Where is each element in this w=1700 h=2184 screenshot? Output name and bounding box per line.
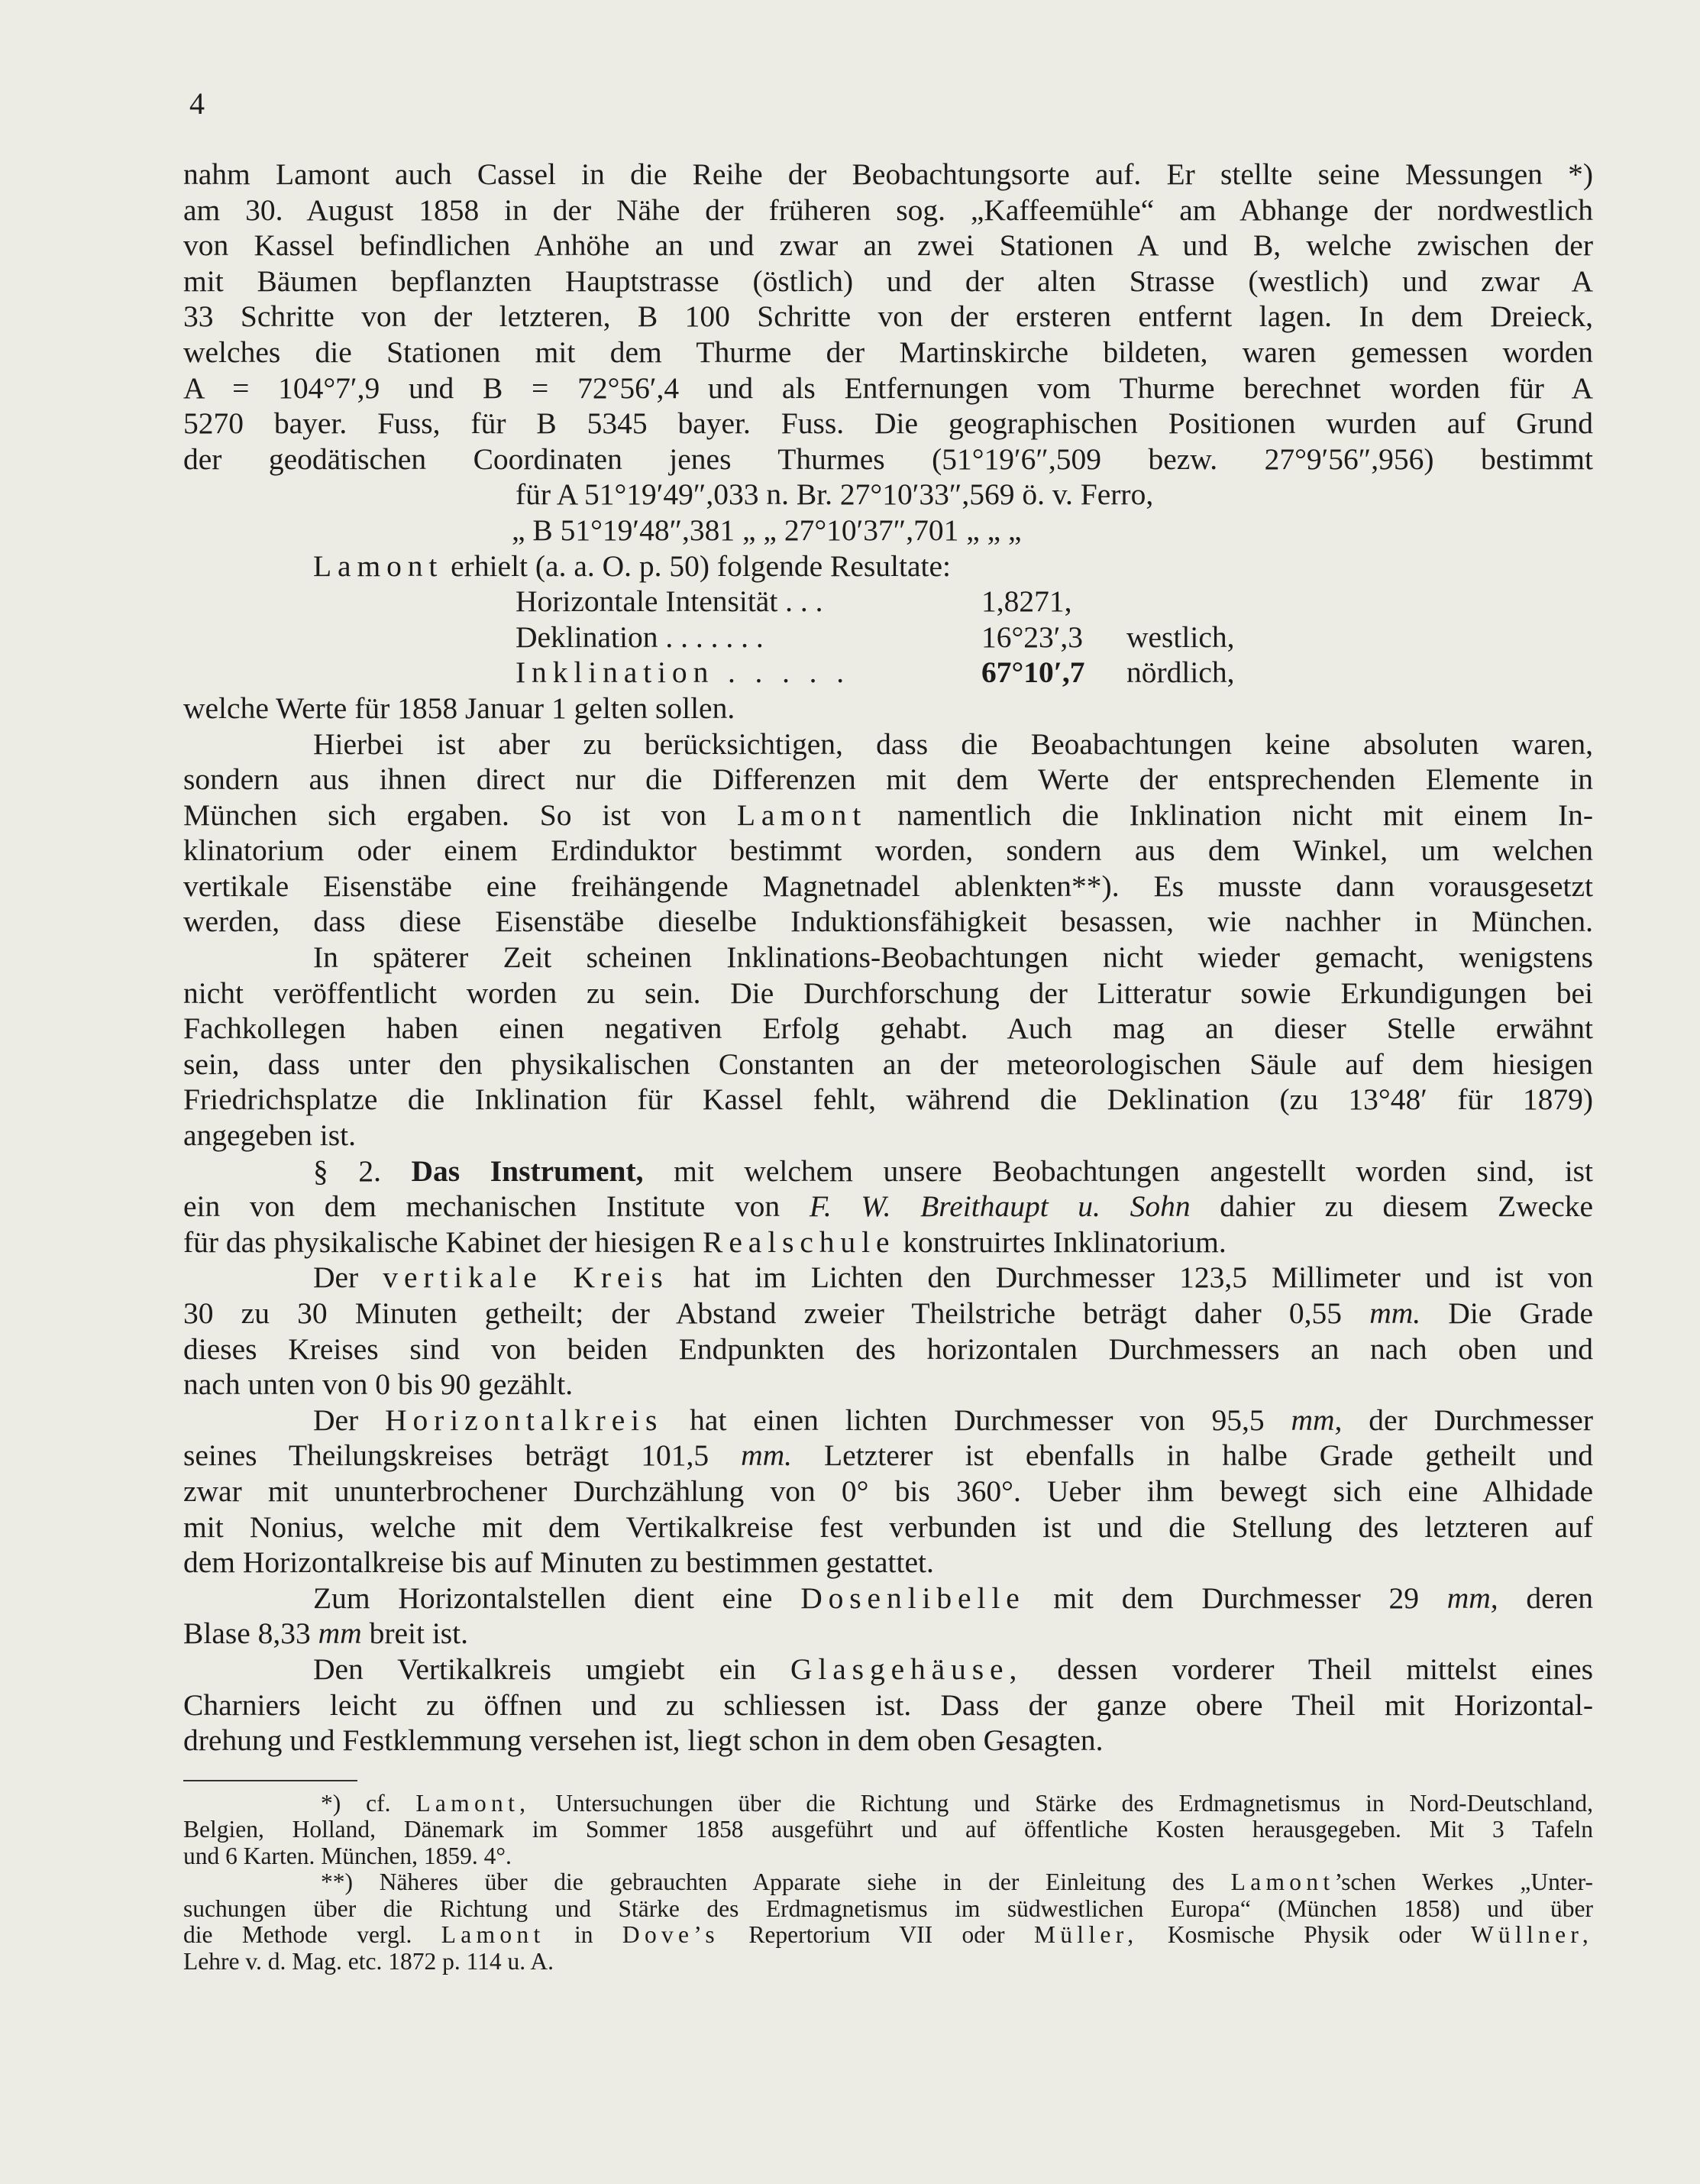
main-text: [183, 157, 1593, 1975]
footnote-2: [183, 1869, 1593, 1975]
paragraph-hierbei: [183, 726, 1593, 940]
text-segment: namentlich die Inklination nicht mit einem In-: [897, 798, 1594, 832]
unit-mm: mm,: [1446, 1581, 1498, 1615]
unit-mm: mm.: [1369, 1296, 1421, 1330]
results-intro: [183, 548, 1593, 584]
result-unit: westlich,: [1126, 620, 1235, 654]
footnote-line: [183, 1922, 1593, 1949]
paragraph-libelle: [183, 1581, 1593, 1652]
text-segment: Die Grade: [1448, 1296, 1593, 1330]
text-segment: Repertorium VII oder: [748, 1921, 1005, 1949]
text-segment: **) Näheres über die gebrauchten Apparate siehe in der Einleitung des: [321, 1869, 1204, 1896]
text-segment: ein von dem mechanischen Institute von: [183, 1189, 781, 1224]
text-line: mit Bäumen bepflanzten Hauptstrasse (östlich) und der alten Strasse (westlich) und zwar A: [183, 264, 1593, 298]
section-mark: § 2.: [313, 1153, 381, 1188]
text-segment: Den Vertikalkreis umgiebt ein: [313, 1652, 756, 1686]
school-name: Realschule: [703, 1225, 896, 1259]
section-2: [183, 1153, 1593, 1260]
text-segment: deren: [1526, 1581, 1594, 1615]
text-line: [183, 1616, 1593, 1652]
result-unit: nördlich,: [1126, 655, 1235, 690]
result-label: Deklination . . . . . . .: [515, 620, 764, 654]
term: Dosenlibelle: [800, 1581, 1026, 1615]
page-number: 4: [189, 86, 205, 121]
text-line: Hierbei ist aber zu berücksichtigen, dass die Beoabachtungen keine absoluten waren,: [313, 726, 1593, 761]
text-line: welches die Stationen mit dem Thurme der Martinskirche bildeten, waren gemessen worden: [183, 335, 1593, 369]
text-segment: ’schen Werkes „Unter-: [1334, 1869, 1593, 1896]
text-segment: 30 zu 30 Minuten getheilt; der Abstand zweier Theilstriche beträgt daher 0,55: [183, 1296, 1343, 1330]
author-name: Wüllner,: [1470, 1921, 1594, 1949]
results-row: [183, 584, 1593, 620]
text-segment: München sich ergaben. So ist von: [183, 798, 706, 832]
text-line: [183, 1438, 1593, 1474]
text-line: nicht veröffentlicht worden zu sein. Die Durchforschung der Litteratur sowie Erkundigungen bei: [183, 976, 1593, 1010]
text-line: zwar mit ununterbrochener Durchzählung von 0° bis 360°. Ueber ihm bewegt sich eine Alhidade: [183, 1474, 1593, 1508]
text-line: [183, 1581, 1593, 1616]
footnote-line: und 6 Karten. München, 1859. 4°.: [183, 1842, 512, 1869]
section-heading: Das Instrument,: [411, 1153, 644, 1188]
text-line: [183, 1189, 1593, 1225]
text-line: sein, dass unter den physikalischen Constanten an der meteorologischen Säule auf dem hiesigen: [183, 1047, 1593, 1081]
paragraph-horizontal: [183, 1403, 1593, 1581]
text-line: In späterer Zeit scheinen Inklinations-Beobachtungen nicht wieder gemacht, wenigstens: [313, 940, 1593, 975]
footnote-separator: [183, 1780, 357, 1781]
author-name: Lamont: [313, 548, 444, 583]
text-segment: Der: [313, 1403, 359, 1437]
text-line: nahm Lamont auch Cassel in die Reihe der Beobachtungsorte auf. Er stellte seine Messungen *): [183, 157, 1593, 191]
result-value: 67°10′,7: [981, 655, 1085, 690]
paragraph-spaeter: [183, 940, 1593, 1153]
text-segment: hat einen lichten Durchmesser von 95,5: [690, 1403, 1265, 1437]
text-line: dieses Kreises sind von beiden Endpunkten des horizontalen Durchmessers an nach oben und: [183, 1331, 1593, 1366]
text-line: mit Nonius, welche mit dem Vertikalkreise fest verbunden ist und die Stellung des letzteren auf: [183, 1509, 1593, 1544]
text-line: Fachkollegen haben einen negativen Erfolg gehabt. Auch mag an dieser Stelle erwähnt: [183, 1011, 1593, 1046]
result-value: 1,8271,: [981, 584, 1072, 619]
firm-name: F. W. Breithaupt u. Sohn: [809, 1189, 1191, 1224]
author-name: Müller,: [1033, 1921, 1139, 1949]
text-line: am 30. August 1858 in der Nähe der früheren sog. „Kaffeemühle“ am Abhange der nordwestlich: [183, 193, 1593, 227]
text-segment: mit dem Durchmesser 29: [1053, 1581, 1419, 1615]
footnote-line: [183, 1791, 1593, 1817]
term: Glasgehäuse,: [790, 1652, 1023, 1686]
text-line: 5270 bayer. Fuss, für B 5345 bayer. Fuss. Die geographischen Positionen wurden auf Grund: [183, 406, 1593, 441]
text-segment: in: [574, 1921, 593, 1949]
results-row: [183, 655, 1593, 691]
text-segment: dessen vorderer Theil mittelst eines: [1057, 1652, 1593, 1686]
author-name: Lamont: [1230, 1869, 1335, 1896]
text-segment: Zum Horizontalstellen dient eine: [313, 1581, 773, 1615]
text-segment: Blase 8,33: [183, 1616, 311, 1651]
text-line: [183, 1260, 1593, 1296]
position-line-b: „ B 51°19′48″,381 „ „ 27°10′37″,701 „ „ „: [512, 513, 1022, 547]
text-line: von Kassel befindlichen Anhöhe an und zwar an zwei Stationen A und B, welche zwischen der: [183, 228, 1593, 263]
author-name: Lamont: [736, 798, 868, 832]
footnote-1: [183, 1791, 1593, 1870]
text-segment: Kosmische Physik oder: [1167, 1921, 1442, 1949]
text-line: Friedrichsplatze die Inklination für Kassel fehlt, während die Deklination (zu 13°48′ für 1879): [183, 1082, 1593, 1117]
text-line: werden, dass diese Eisenstäbe dieselbe Induktionsfähigkeit besassen, wie nachher in München.: [183, 904, 1593, 939]
text-line: vertikale Eisenstäbe eine freihängende Magnetnadel ablenkten**). Es musste dann vorausgesetzt: [183, 869, 1593, 903]
text-line: A = 104°7′,9 und B = 72°56′,4 und als Entfernungen vom Thurme berechnet worden für A: [183, 370, 1593, 405]
text-line: [183, 798, 1593, 833]
results-row: [183, 620, 1593, 655]
text-line: Charniers leicht zu öffnen und zu schliessen ist. Dass der ganze obere Theil mit Horizontal-: [183, 1687, 1593, 1722]
text-line: drehung und Festklemmung versehen ist, liegt schon in dem oben Gesagten.: [183, 1723, 1104, 1758]
text-segment: seines Theilungskreises beträgt 101,5: [183, 1438, 709, 1473]
text-line: dem Horizontalkreise bis auf Minuten zu bestimmen gestattet.: [183, 1545, 934, 1580]
unit-mm: mm.: [741, 1438, 793, 1473]
result-value: 16°23′,3: [981, 620, 1084, 654]
footnote-line: [183, 1869, 1593, 1896]
text-segment: hat im Lichten den Durchmesser 123,5 Millimeter und ist von: [693, 1260, 1594, 1295]
text-segment: für das physikalische Kabinet der hiesigen: [183, 1225, 696, 1259]
footnote-mark: *) cf.: [321, 1789, 391, 1817]
results-outro: welche Werte für 1858 Januar 1 gelten sollen.: [183, 691, 735, 725]
unit-mm: mm,: [1291, 1403, 1343, 1437]
text-segment: Letzterer ist ebenfalls in halbe Grade getheilt und: [824, 1438, 1594, 1473]
text-line: [183, 1652, 1593, 1687]
paragraph-lamont-1858: [183, 157, 1593, 477]
text-segment: breit ist.: [369, 1616, 469, 1651]
text-segment: dahier zu diesem Zwecke: [1220, 1189, 1594, 1224]
footnotes: [183, 1791, 1593, 1975]
term: vertikale Kreis: [383, 1260, 669, 1295]
text-line: nach unten von 0 bis 90 gezählt.: [183, 1367, 574, 1402]
paragraph-glas: [183, 1652, 1593, 1759]
unit-mm: mm: [318, 1616, 362, 1651]
text-segment: konstruirtes Inklinatorium.: [903, 1225, 1227, 1259]
paragraph-vertikal: [183, 1260, 1593, 1402]
text-line: klinatorium oder einem Erdinduktor bestimmt worden, sondern aus dem Winkel, um welchen: [183, 833, 1593, 868]
text-segment: die Methode vergl.: [183, 1921, 412, 1949]
author-name: Lamont: [441, 1921, 545, 1949]
text-line: [183, 1403, 1593, 1438]
text-line: der geodätischen Coordinaten jenes Thurmes (51°19′6″,509 bezw. 27°9′56″,956) bestimmt: [183, 442, 1593, 476]
results-intro-rest: erhielt (a. a. O. p. 50) folgende Resultate:: [451, 548, 951, 583]
text-segment: mit welchem unsere Beobachtungen angestellt worden sind, ist: [674, 1153, 1594, 1188]
text-segment: Der: [313, 1260, 359, 1295]
text-segment: Untersuchungen über die Richtung und Stärke des Erdmagnetismus in Nord-Deutschland,: [555, 1789, 1594, 1817]
text-segment: der Durchmesser: [1369, 1403, 1593, 1437]
text-line: [183, 1296, 1593, 1331]
footnote-line: Belgien, Holland, Dänemark im Sommer 1858 ausgeführt und auf öffentliche Kosten herausgegeben. Mit 3 Tafeln: [183, 1816, 1593, 1843]
footnote-line: Lehre v. d. Mag. etc. 1872 p. 114 u. A.: [183, 1947, 554, 1975]
text-line: 33 Schritte von der letzteren, B 100 Schritte von der ersteren entfernt lagen. In dem Dreieck,: [183, 299, 1593, 334]
position-line-a: für A 51°19′49″,033 n. Br. 27°10′33″,569 ö. v. Ferro,: [515, 477, 1154, 512]
term: Horizontalkreis: [385, 1403, 664, 1437]
author-name: Dove’s: [622, 1921, 719, 1949]
results-table: [183, 584, 1593, 691]
text-line: [183, 1225, 1593, 1260]
text-line: angegeben ist.: [183, 1118, 356, 1153]
result-label: Inklination . . . . .: [515, 655, 850, 690]
section-heading-line: [183, 1153, 1593, 1189]
text-line: sondern aus ihnen direct nur die Differenzen mit dem Werte der entsprechenden Elemente in: [183, 762, 1593, 797]
result-label: Horizontale Intensität . . .: [515, 584, 823, 619]
author-name: Lamont,: [415, 1789, 531, 1817]
footnote-line: suchungen über die Richtung und Stärke des Erdmagnetismus im südwestlichen Europa“ (München 1858) und über: [183, 1894, 1593, 1922]
